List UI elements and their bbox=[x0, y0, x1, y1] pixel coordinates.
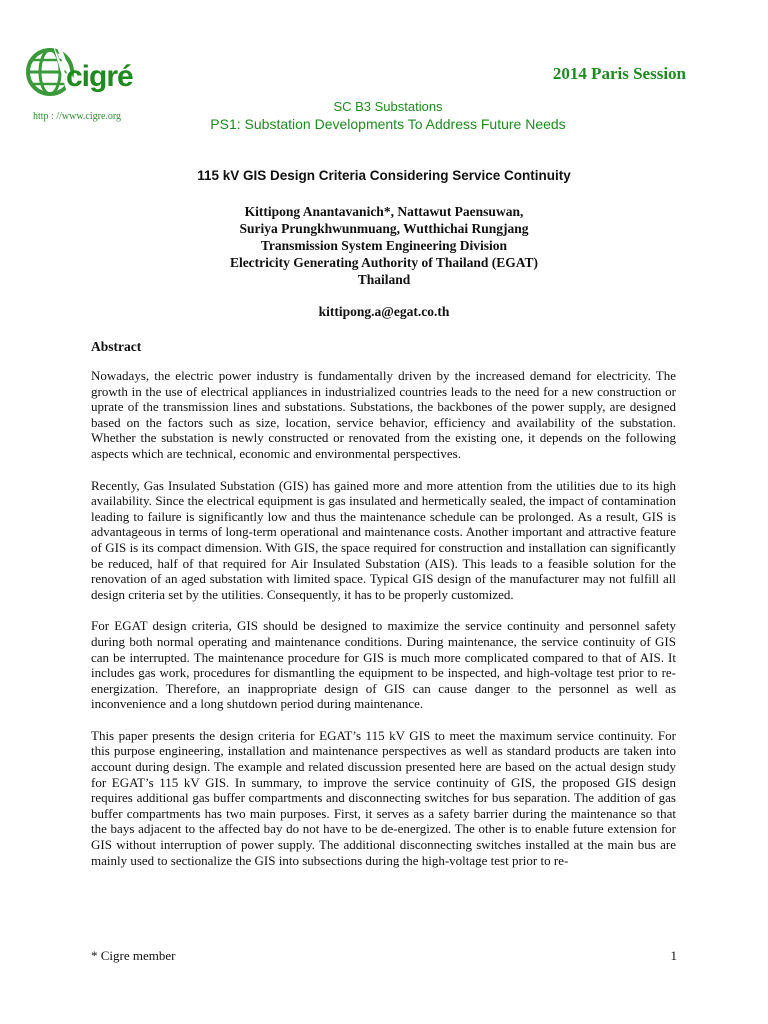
affiliation-division: Transmission System Engineering Division bbox=[260, 238, 508, 253]
footnote: * Cigre member bbox=[91, 948, 176, 963]
abstract-paragraph: Recently, Gas Insulated Substation (GIS) has gained more and more attention from the utilities due to its high availability. Since the electrical equipment is gas insulated and hermetically sealed, the impact of contamination leading to failure is significantly low and thus the maintenance schedule can be prolonged. As a result, GIS is advantageous in terms of long-term operational and maintenance costs. Another important and attractive feature of GIS is its compact dimension. With GIS, the space required for construction and installation can significantly be reduced, half of that required for Air Insulated Substation (AIS). This leads to a feasible solution for the renovation of an aged substation with limited space. Typical GIS design of the manufacturer may not fulfill all design criteria set by the utilities. Consequently, it has to be properly customized. bbox=[91, 477, 676, 602]
session-title: 2014 Paris Session bbox=[552, 64, 686, 83]
page-number: 1 bbox=[670, 948, 677, 963]
author-line: Suriya Prungkhwunmuang, Wutthichai Rungjang bbox=[239, 221, 529, 236]
affiliation-country: Thailand bbox=[357, 272, 411, 287]
paper-title: 115 kV GIS Design Criteria Considering Service Continuity bbox=[197, 168, 571, 183]
affiliation-organization: Electricity Generating Authority of Thailand (EGAT) bbox=[229, 255, 539, 270]
logo-url-link[interactable]: http : //www.cigre.org bbox=[33, 111, 122, 122]
abstract-paragraph: This paper presents the design criteria for EGAT’s 115 kV GIS to meet the maximum service continuity. For this purpose engineering, installation and maintenance perspectives as well as standard products are taken into account during design. The example and related discussion presented here are based on the actual design study for EGAT’s 115 kV GIS. In summary, to improve the service continuity of GIS, the proposed GIS design requires additional gas buffer compartments and disconnecting switches for bus separation. The addition of gas buffer compartments has two main purposes. First, it serves as a safety barrier during the maintenance so that the bays adjacent to the affected bay do not have to be de-energized. The other is to enable future extension for GIS without interruption of power supply. The additional disconnecting switches installed at the main bus are mainly used to sectionalize the GIS into subsections during the high-voltage test prior to re- bbox=[91, 727, 676, 868]
author-block bbox=[0, 203, 768, 288]
abstract-heading: Abstract bbox=[91, 339, 142, 354]
committee-block bbox=[0, 99, 768, 133]
preferential-subject: PS1: Substation Developments To Address Future Needs bbox=[210, 116, 566, 132]
abstract-body bbox=[91, 368, 676, 884]
study-committee: SC B3 Substations bbox=[333, 99, 443, 114]
cigre-logo bbox=[22, 38, 140, 108]
abstract-paragraph: For EGAT design criteria, GIS should be designed to maximize the service continuity and personnel safety during both normal operating and maintenance conditions. During maintenance, the service continuity of GIS can be interrupted. The maintenance procedure for GIS is much more complicated compared to that of AIS. It includes gas work, procedures for dismantling the equipment to be inspected, and high-voltage test prior to re-energization. Therefore, an inappropriate design of GIS can cause danger to the personnel as well as inconvenience and a long shutdown period during maintenance. bbox=[91, 618, 676, 712]
author-line: Kittipong Anantavanich*, Nattawut Paensuwan, bbox=[244, 204, 524, 219]
abstract-paragraph: Nowadays, the electric power industry is fundamentally driven by the increased demand for electricity. The growth in the use of electrical appliances in industrialized countries leads to the need for a new construction or uprate of the transmission lines and substations. Substations, the backbones of the power supply, are designed based on the factors such as size, location, service behavior, efficiency and availability of the substation. Whether the substation is newly constructed or renovated from the existing one, it depends on the following aspects which are technical, economic and environmental perspectives. bbox=[91, 368, 676, 461]
contact-email: kittipong.a@egat.co.th bbox=[318, 304, 450, 319]
logo-wordmark: cigré bbox=[66, 60, 133, 93]
